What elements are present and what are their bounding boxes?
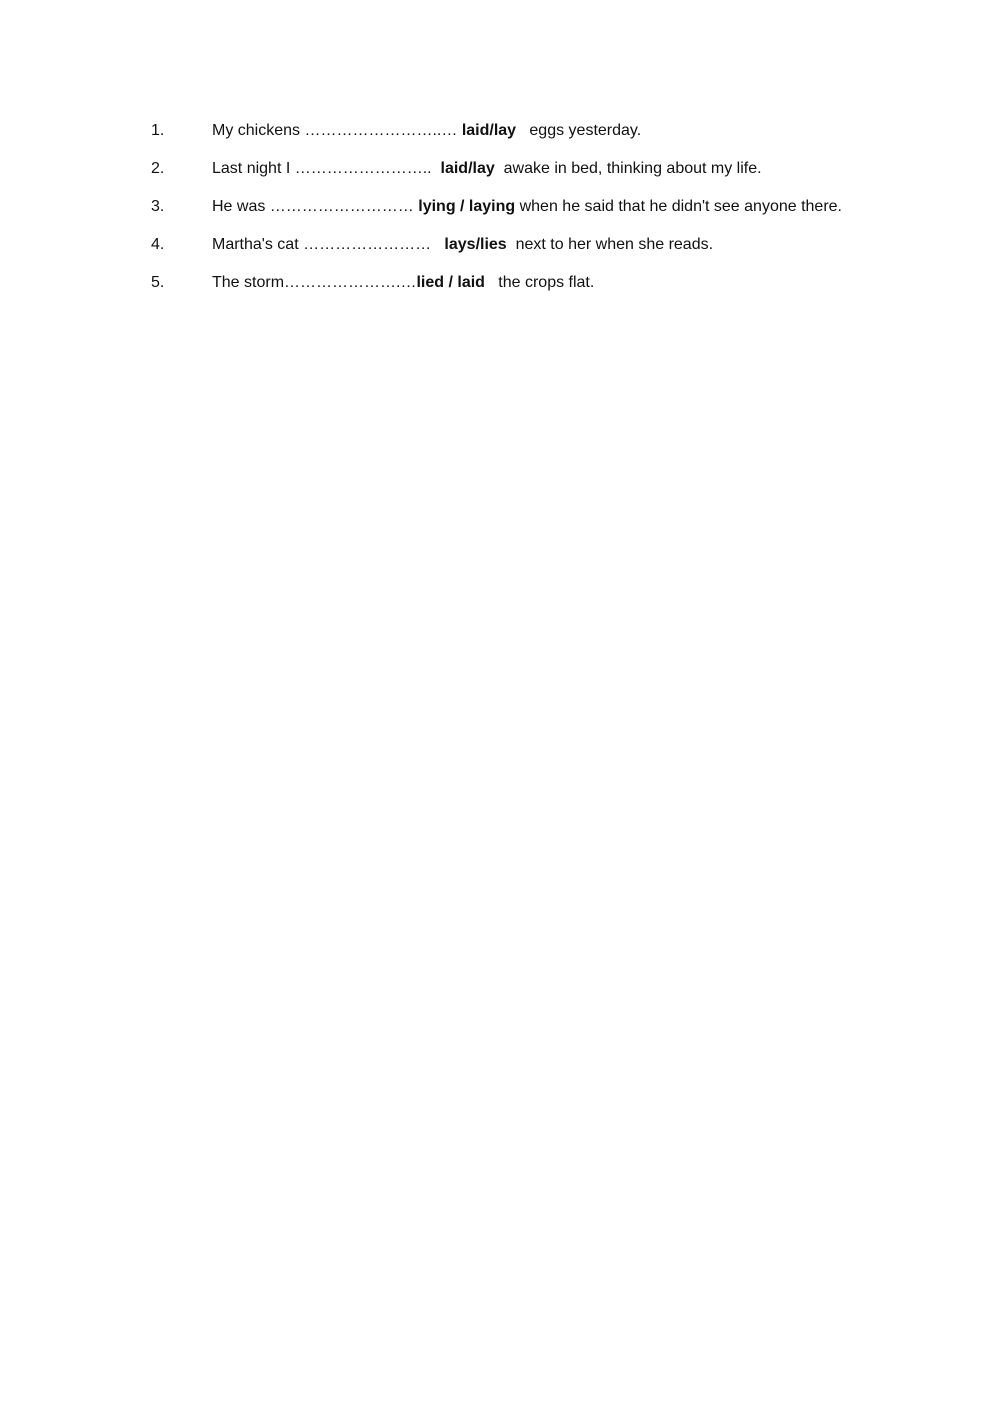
item-sentence (212, 195, 911, 219)
sentence-start: The storm………………….… (212, 274, 417, 291)
item-number: 2. (151, 160, 165, 177)
word-options: lays/lies (444, 236, 507, 253)
sentence-start: He was ……………………… (212, 198, 419, 215)
sentence-end: awake in bed, thinking about my life. (494, 160, 762, 177)
word-options: lying / laying (418, 198, 516, 215)
sentence-start: Martha's cat …………………… (212, 236, 445, 253)
list-item (151, 271, 911, 309)
sentence-start: My chickens ……………………..… (212, 122, 462, 139)
item-sentence (212, 271, 911, 295)
word-options: laid/lay (440, 160, 495, 177)
exercise-list (151, 119, 911, 309)
list-item (151, 195, 911, 233)
item-number: 3. (151, 198, 165, 215)
item-sentence (212, 119, 911, 143)
sentence-end: next to her when she reads. (506, 236, 714, 253)
sentence-start: Last night I …………………….. (212, 160, 441, 177)
item-sentence (212, 157, 911, 181)
word-options: laid/lay (461, 122, 517, 139)
sentence-end: eggs yesterday. (516, 122, 642, 139)
item-sentence (212, 233, 911, 257)
item-number: 4. (151, 236, 165, 253)
sentence-end: when he said that he didn't see anyone there. (515, 198, 842, 215)
item-number: 5. (151, 274, 165, 291)
list-item (151, 233, 911, 271)
list-item (151, 157, 911, 195)
item-number: 1. (151, 122, 165, 139)
list-item (151, 119, 911, 157)
sentence-end: the crops flat. (484, 274, 595, 291)
word-options: lied / laid (416, 274, 485, 291)
